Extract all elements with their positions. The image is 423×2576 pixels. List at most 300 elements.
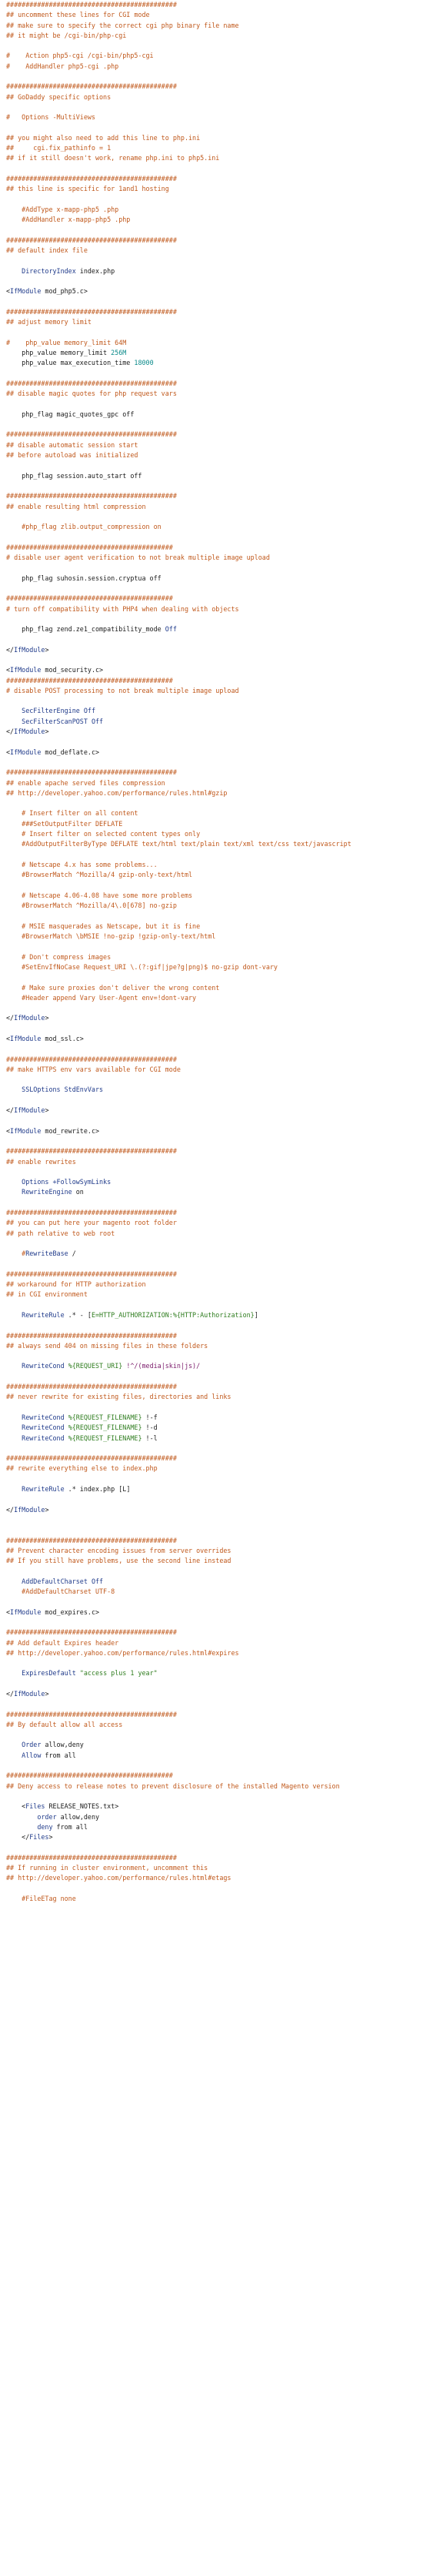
code-line [6,0,423,10]
code-token: php_flag session.auto_start off [6,471,142,480]
code-token: Allow [6,1751,42,1759]
code-token: Files [29,1833,49,1842]
code-line [6,1761,423,1771]
code-line [6,369,423,379]
code-line [6,276,423,286]
code-line [6,430,423,440]
code-token: IfModule [14,1689,45,1698]
code-line [6,112,423,122]
code-line [6,1382,423,1392]
code-token: < [6,1034,11,1042]
code-token: ########################################### [6,676,173,684]
code-line [6,1434,423,1444]
code-token: ############################################ [6,1628,177,1637]
code-token: !-l [142,1434,158,1442]
code-token: IfModule [10,666,42,674]
code-token: ## Add default Expires header [6,1638,119,1647]
code-line [6,819,423,829]
code-line [6,1065,423,1075]
code-line [6,1577,423,1587]
code-line [6,92,423,102]
code-line [6,1280,423,1290]
code-line [6,1781,423,1791]
code-token: ## you might also need to add this line to php.ini [6,133,201,142]
code-line [6,839,423,849]
code-line [6,1658,423,1668]
code-line [6,1525,423,1535]
code-line [6,328,423,338]
code-token: Off [165,625,177,634]
code-line [6,881,423,891]
code-token: </ [6,728,15,736]
code-line [6,972,423,982]
code-line [6,1167,423,1177]
code-token: ############################################ [6,82,177,91]
code-line [6,133,423,143]
code-line [6,1884,423,1894]
code-token: ## http://developer.yahoo.com/performance/rules.html#expires [6,1648,239,1657]
code-line [6,808,423,818]
code-token: ## in CGI environment [6,1290,88,1299]
code-token: #BrowserMatch \bMSIE !no-gzip !gzip-only-text/html [6,932,216,941]
code-line [6,1515,423,1525]
code-token: php_flag zend.ze1_compatibility_mode [6,625,165,634]
code-token: %{REQUEST_URI} [68,1362,123,1370]
code-line [6,922,423,932]
code-token: 256M [111,349,127,357]
code-line [6,1740,423,1750]
code-token: .* - [ [64,1311,92,1319]
code-token: > [48,1833,53,1842]
code-token: RewriteBase [25,1250,68,1258]
code-token: # Insert filter on all content [6,809,138,818]
code-line [6,1177,423,1187]
code-token: ############################################ [6,768,177,777]
code-line [6,10,423,20]
code-line [6,532,423,542]
code-line [6,1556,423,1566]
code-token: RewriteCond [6,1434,65,1442]
code-token: ############################################ [6,1,177,8]
code-token: ########################################### [6,594,173,603]
code-line [6,143,423,153]
code-token: # AddHandler php5-cgi .php [6,62,119,70]
code-line [6,1444,423,1454]
code-token: mod_expires.c> [41,1607,100,1616]
code-token: ## default index file [6,246,88,255]
code-token: RewriteCond [6,1413,65,1421]
code-line [6,307,423,317]
code-line [6,236,423,246]
code-line [6,410,423,420]
code-token: # php_value memory_limit 64M [6,338,127,346]
code-token: # Netscape 4.x has some problems... [6,860,158,868]
code-token: ## Deny access to release notes to prevent disclosure of the installed Magento version [6,1781,340,1790]
code-line [6,153,423,163]
code-line [6,1597,423,1607]
code-token: </ [6,1689,15,1698]
code-token: ############################################ [6,492,177,500]
code-line [6,901,423,911]
code-line [6,1423,423,1433]
code-line [6,563,423,573]
code-token: ############################################ [6,379,177,387]
code-line [6,512,423,522]
code-line [6,962,423,972]
code-token: IfModule [14,645,45,654]
code-token: # MSIE masquerades as Netscape, but it is fine [6,922,201,930]
code-line [6,614,423,624]
code-token: mod_rewrite.c> [41,1126,100,1135]
code-line [6,717,423,727]
code-token: </ [6,1014,15,1022]
code-line [6,1044,423,1054]
code-line [6,993,423,1003]
code-line [6,1392,423,1402]
code-line [6,1075,423,1085]
code-line [6,195,423,205]
code-token: # Action php5-cgi /cgi-bin/php5-cgi [6,52,154,60]
code-line [6,768,423,778]
code-line [6,51,423,61]
code-token: ExpiresDefault [6,1669,76,1678]
code-token: %{REQUEST_FILENAME} [68,1423,142,1432]
code-line [6,676,423,686]
code-token: ## cgi.fix_pathinfo = 1 [6,144,112,152]
code-token: </ [6,645,15,654]
code-line [6,1361,423,1371]
code-line [6,123,423,133]
code-line [6,338,423,348]
code-token: %{REQUEST_FILENAME} [68,1413,142,1421]
code-token: RewriteCond [6,1362,65,1370]
code-line [6,1024,423,1034]
code-line [6,481,423,491]
code-token: ############################################ [6,430,177,439]
code-line [6,778,423,788]
code-token: php_flag magic_quotes_gpc off [6,410,135,418]
code-token: ## adjust memory limit [6,318,92,326]
code-token: mod_deflate.c> [41,748,100,756]
code-token: ## Prevent character encoding issues from server overrides [6,1546,231,1554]
code-line [6,389,423,399]
code-token: < [6,1126,11,1135]
code-line [6,297,423,307]
code-line [6,983,423,993]
code-line [6,543,423,553]
code-token: IfModule [10,1607,42,1616]
code-token: ## make HTTPS env vars available for CGI mode [6,1065,181,1073]
code-token: php_flag suhosin.session.cryptua off [6,574,162,582]
code-line [6,522,423,532]
code-token: IfModule [14,1014,45,1022]
code-line [6,450,423,460]
code-token: < [6,1607,11,1616]
code-token: ############################################ [6,1147,177,1156]
code-token: # Netscape 4.06-4.08 have some more problems [6,891,193,899]
code-token: IfModule [10,1126,42,1135]
code-line [6,1536,423,1546]
code-line [6,829,423,839]
code-token: ############################################ [6,1270,177,1278]
code-token: ## enable apache served files compression [6,778,165,787]
code-line [6,1270,423,1280]
code-line [6,400,423,410]
code-line [6,1863,423,1873]
code-token: +FollowSymLinks [52,1178,112,1186]
code-token: Files [25,1802,45,1811]
code-line [6,758,423,768]
code-line [6,1648,423,1658]
code-token: ############################################ [6,1383,177,1391]
code-token: from all [41,1751,76,1759]
code-token: < [6,287,11,296]
code-line [6,1003,423,1013]
code-token: ## it might be /cgi-bin/php-cgi [6,31,127,39]
code-token: ## enable rewrites [6,1157,76,1166]
code-token: ############################################ [6,1454,177,1463]
code-token: ## always send 404 on missing files in these folders [6,1341,208,1350]
code-line [6,471,423,481]
code-token: > [45,645,49,654]
code-token: AddDefaultCharset [6,1577,88,1585]
code-token: mod_php5.c> [41,287,88,296]
code-line [6,1013,423,1023]
code-line [6,1096,423,1106]
code-line [6,870,423,880]
code-token: > [45,728,49,736]
code-line [6,1413,423,1423]
code-token: # [6,1250,26,1258]
code-token: #AddHandler x-mapp-php5 .php [6,216,131,224]
code-line [6,502,423,512]
code-token: Off [91,1577,104,1585]
code-line [6,379,423,389]
code-token: # Make sure proxies don't deliver the wrong content [6,983,220,992]
code-line [6,348,423,358]
code-token: ########################################### [6,1771,173,1780]
code-line [6,358,423,368]
code-line [6,1720,423,1730]
code-token: # Options -MultiViews [6,113,95,122]
code-token: # Don't compress images [6,952,112,961]
code-token: ## disable automatic session start [6,440,138,449]
code-line [6,1638,423,1648]
code-token: IfModule [10,1034,42,1042]
code-line [6,1310,423,1320]
code-token: #AddOutputFilterByType DEFLATE text/html text/plain text/xml text/css text/javascript [6,840,351,848]
code-line [6,737,423,747]
code-line [6,1894,423,1904]
code-token: / [68,1250,76,1258]
code-token: Off [91,717,104,725]
code-token: SSLOptions [6,1086,61,1094]
code-token: deny [6,1822,53,1831]
code-token: allow,deny [56,1812,100,1821]
code-token: ############################################ [6,175,177,183]
code-line [6,1403,423,1413]
code-line [6,952,423,962]
code-token: RewriteEngine [6,1188,72,1196]
code-line [6,491,423,501]
code-token: ## workaround for HTTP authorization [6,1280,146,1289]
code-line [6,1351,423,1361]
code-line [6,634,423,644]
code-line [6,1822,423,1832]
code-token: # Insert filter on selected content types only [6,830,201,838]
code-line [6,1260,423,1270]
code-line [6,1484,423,1494]
code-line [6,1157,423,1167]
code-token: # turn off compatibility with PHP4 when dealing with objects [6,604,239,613]
code-token: > [45,1505,49,1514]
code-token: Order [6,1741,42,1749]
code-token: index.php [75,266,115,275]
code-line [6,604,423,614]
code-line [6,1812,423,1822]
code-line [6,1546,423,1556]
code-token: #SetEnvIfNoCase Request_URI \.(?:gif|jpe?g|png)$ no-gzip dont-vary [6,962,278,971]
code-line [6,1587,423,1597]
code-token: .* index.php [L] [64,1485,131,1494]
code-token: #BrowserMatch ^Mozilla/4 gzip-only-text/html [6,871,193,879]
code-token: SecFilterScanPOST [6,717,88,725]
code-line [6,1187,423,1197]
code-token: on [72,1188,84,1196]
code-token: ## If running in cluster environment, uncomment this [6,1864,208,1872]
code-token: > [45,1689,49,1698]
code-token: ############################################ [6,1853,177,1862]
code-token: Off [83,707,95,715]
code-token: ] [254,1311,258,1319]
code-line [6,665,423,675]
code-line [6,1464,423,1474]
code-token: IfModule [14,1505,45,1514]
code-line [6,1832,423,1842]
code-token: mod_ssl.c> [41,1034,84,1042]
code-line [6,256,423,266]
code-line [6,1454,423,1464]
code-token: SecFilterEngine [6,707,80,715]
code-line [6,594,423,604]
code-token: ## uncomment these lines for CGI mode [6,11,150,19]
code-line [6,1791,423,1802]
code-token: %{REQUEST_FILENAME} [68,1434,142,1442]
code-token: RewriteRule [6,1311,65,1319]
code-line [6,706,423,716]
code-line [6,1218,423,1228]
code-line [6,850,423,860]
code-line [6,1873,423,1883]
code-line [6,1853,423,1863]
code-line [6,1198,423,1208]
code-line [6,645,423,655]
code-line [6,1249,423,1259]
code-token: IfModule [14,728,45,736]
code-token: ## GoDaddy specific options [6,92,112,101]
code-line [6,860,423,870]
code-line [6,1679,423,1689]
code-token: E=HTTP_AUTHORIZATION:%{HTTP:Authorization} [91,1311,255,1319]
code-line [6,1208,423,1218]
code-line [6,72,423,82]
code-token: ############################################ [6,307,177,316]
code-line [6,1034,423,1044]
code-line [6,1618,423,1628]
code-token: ## make sure to specify the correct cgi php binary file name [6,21,239,29]
code-line [6,1494,423,1504]
code-token: !^/(media|skin|js)/ [126,1362,201,1370]
code-line [6,553,423,563]
code-line [6,727,423,737]
code-token: ## http://developer.yahoo.com/performance/rules.html#gzip [6,788,228,797]
code-line [6,655,423,665]
code-line [6,205,423,215]
code-token: ## By default allow all access [6,1720,123,1728]
code-line [6,1126,423,1136]
code-line [6,624,423,634]
code-token: RELEASE_NOTES.txt> [45,1802,119,1811]
code-token: #php_flag zlib.output_compression on [6,523,162,531]
code-line [6,1106,423,1116]
code-token: # disable POST processing to not break multiple image upload [6,686,239,694]
code-line [6,748,423,758]
code-line [6,1055,423,1065]
code-token: ## enable resulting html compression [6,502,146,510]
code-token: ############################################ [6,1055,177,1063]
code-line [6,164,423,174]
code-token: ## disable magic quotes for php request vars [6,390,177,398]
code-line [6,102,423,112]
code-token: ########################################### [6,543,173,551]
code-token: ############################################ [6,1331,177,1340]
code-token: allow,deny [41,1741,84,1749]
code-line [6,184,423,194]
code-line [6,696,423,706]
code-token: IfModule [10,287,42,296]
code-line [6,41,423,51]
code-line [6,911,423,921]
code-line [6,1474,423,1484]
code-token: ############################################ [6,1710,177,1718]
code-token: !-f [142,1413,158,1421]
code-line [6,788,423,798]
code-line [6,440,423,450]
code-line [6,1566,423,1576]
code-line [6,62,423,72]
code-token: < [6,1802,26,1811]
code-line [6,1628,423,1638]
code-token: ############################################ [6,236,177,244]
code-line [6,226,423,236]
code-token: ## never rewrite for existing files, directories and links [6,1393,231,1401]
code-token: < [6,666,11,674]
code-line [6,31,423,41]
code-line [6,246,423,256]
code-token: php_value memory_limit [6,349,112,357]
code-line [6,1771,423,1781]
code-line [6,1699,423,1709]
code-line [6,1668,423,1678]
code-token: ## path relative to web root [6,1229,115,1237]
code-token: #Header append Vary User-Agent env=!dont-vary [6,993,197,1002]
code-line [6,1229,423,1239]
code-line [6,584,423,594]
code-line [6,1116,423,1126]
code-token: StdEnvVars [64,1086,104,1094]
code-token: #AddType x-mapp-php5 .php [6,205,119,213]
code-token: !-d [142,1423,158,1432]
